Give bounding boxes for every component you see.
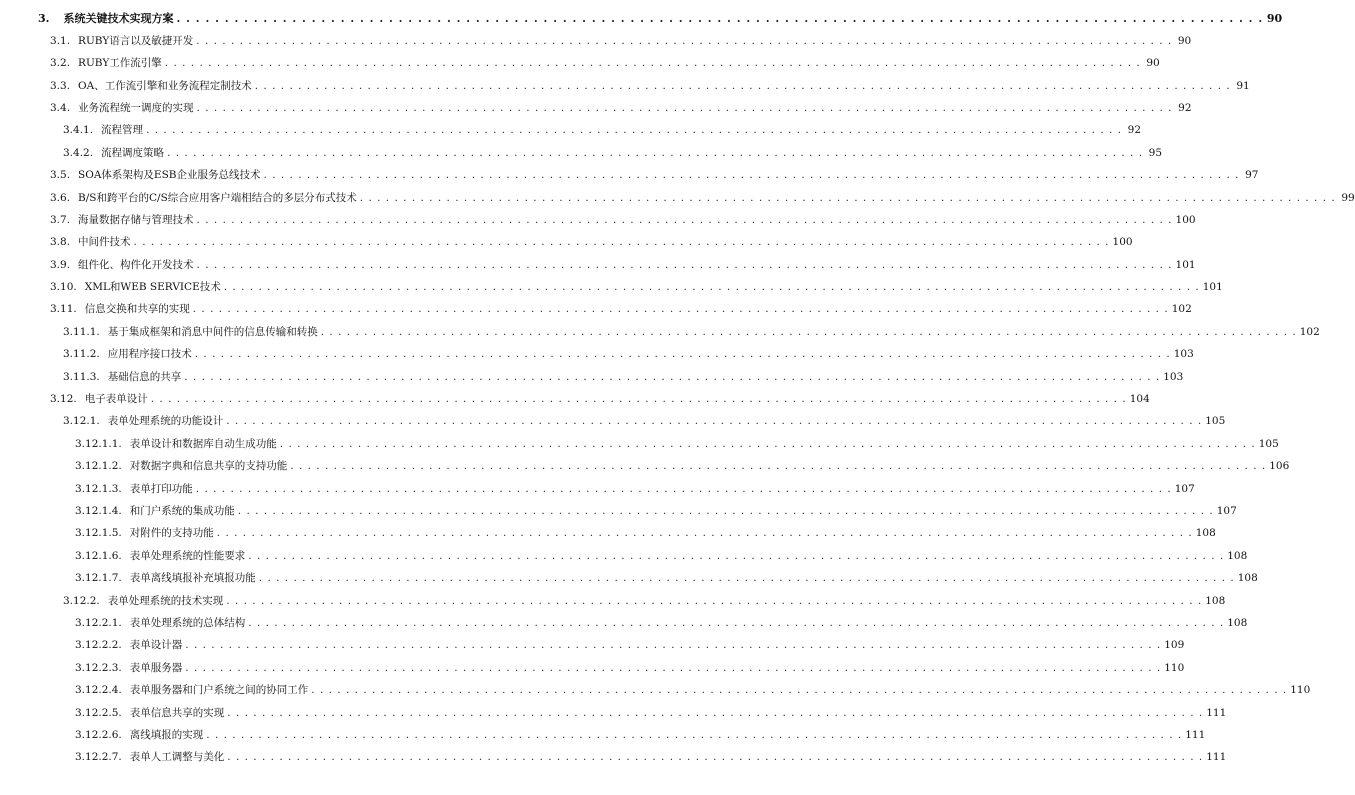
toc-dot-leader xyxy=(290,460,1266,473)
toc-dot-leader xyxy=(206,729,1182,742)
toc-entry[interactable] xyxy=(0,742,1227,764)
toc-entry-title[interactable]: 表单处理系统的技术实现 xyxy=(107,594,224,607)
toc-entry[interactable] xyxy=(0,496,1237,518)
toc-entry-title[interactable]: 海量数据存储与管理技术 xyxy=(78,213,194,226)
toc-entry-title[interactable]: OA、工作流引擎和业务流程定制技术 xyxy=(78,79,252,92)
toc-entry-title[interactable]: 基础信息的共享 xyxy=(107,370,182,383)
toc-dot-leader xyxy=(195,348,1171,361)
toc-entry-number: 3.12.1.3. xyxy=(75,482,122,495)
toc-entry-number: 3.3. xyxy=(50,79,71,92)
toc-entry-page-number: 104 xyxy=(1129,393,1150,406)
toc-entry[interactable] xyxy=(0,451,1290,473)
toc-entry-number: 3.11.3. xyxy=(63,370,100,383)
toc-entry-number: 3.10. xyxy=(50,281,77,294)
toc-entry-page-number: 102 xyxy=(1171,303,1192,316)
toc-entry[interactable] xyxy=(0,384,1150,406)
toc-dot-leader xyxy=(197,102,1173,115)
toc-entry-title[interactable]: 表单打印功能 xyxy=(129,482,193,495)
toc-entry-page-number: 111 xyxy=(1206,751,1227,764)
toc-entry-number: 3.11.1. xyxy=(63,325,100,338)
toc-entry-number: 3.12. xyxy=(50,393,77,406)
toc-dot-leader xyxy=(264,169,1240,182)
toc-entry[interactable] xyxy=(0,205,1196,227)
toc-list xyxy=(0,3,1355,764)
toc-entry-title[interactable]: 系统关键技术实现方案 xyxy=(63,12,174,26)
toc-entry-number: 3.12.1.2. xyxy=(75,460,122,473)
toc-entry-title[interactable]: 组件化、构件化开发技术 xyxy=(78,258,194,271)
toc-entry[interactable] xyxy=(0,160,1259,182)
toc-entry[interactable] xyxy=(0,249,1196,271)
toc-entry-number: 3.12.2.5. xyxy=(75,706,122,719)
toc-entry-title[interactable]: 信息交换和共享的实现 xyxy=(84,303,190,316)
toc-entry-page-number: 108 xyxy=(1237,572,1258,585)
toc-entry-title[interactable]: 流程调度策略 xyxy=(101,146,165,159)
toc-entry[interactable] xyxy=(0,406,1226,428)
toc-entry-page-number: 101 xyxy=(1202,281,1223,294)
toc-entry-title[interactable]: 和门户系统的集成功能 xyxy=(129,504,235,517)
toc-dot-leader xyxy=(226,595,1202,608)
toc-entry-number: 3.12.1. xyxy=(63,415,100,428)
toc-dot-leader xyxy=(311,684,1287,697)
toc-dot-leader xyxy=(146,124,1122,137)
toc-entry-page-number: 108 xyxy=(1227,616,1248,629)
toc-entry-number: 3.8. xyxy=(50,236,71,249)
toc-entry-page-number: 90 xyxy=(1266,12,1283,26)
toc-entry-number: 3.12.2. xyxy=(63,594,100,607)
toc-entry-title[interactable]: 表单服务器和门户系统之间的协同工作 xyxy=(129,684,309,697)
toc-entry-title[interactable]: 表单处理系统的总体结构 xyxy=(129,616,246,629)
toc-entry-page-number: 100 xyxy=(1175,213,1196,226)
toc-entry[interactable] xyxy=(0,272,1223,294)
toc-dot-leader xyxy=(134,236,1110,249)
toc-entry-number: 3.12.2.4. xyxy=(75,684,122,697)
toc-entry-page-number: 105 xyxy=(1258,437,1279,450)
toc-entry-page-number: 108 xyxy=(1195,527,1216,540)
toc-entry-page-number: 110 xyxy=(1164,661,1185,674)
toc-entry[interactable] xyxy=(0,93,1192,115)
toc-entry-number: 3.12.2.6. xyxy=(75,728,122,741)
toc-entry-title[interactable]: 流程管理 xyxy=(101,124,144,137)
toc-entry[interactable] xyxy=(0,473,1195,495)
toc-dot-leader xyxy=(321,326,1297,339)
toc-entry-page-number: 90 xyxy=(1177,34,1192,47)
toc-entry-number: 3.12.1.5. xyxy=(75,527,122,540)
toc-dot-leader xyxy=(248,550,1224,563)
toc-entry-number: 3.4.2. xyxy=(63,146,94,159)
toc-entry[interactable] xyxy=(0,652,1185,674)
toc-entry-title[interactable]: 应用程序接口技术 xyxy=(107,348,192,361)
toc-entry-title[interactable]: SOA体系架构及ESB企业服务总线技术 xyxy=(78,169,261,182)
toc-entry-page-number: 90 xyxy=(1146,57,1160,70)
toc-entry-number: 3.12.2.2. xyxy=(75,639,122,652)
toc-entry[interactable] xyxy=(0,115,1142,137)
toc-entry[interactable] xyxy=(0,137,1163,159)
toc-dot-leader xyxy=(185,639,1161,652)
toc-entry[interactable] xyxy=(0,182,1355,204)
toc-entry-page-number: 108 xyxy=(1227,549,1248,562)
toc-dot-leader xyxy=(227,707,1203,720)
toc-entry-title[interactable]: RUBY语言以及敏捷开发 xyxy=(78,34,194,47)
toc-entry[interactable] xyxy=(0,294,1192,316)
toc-entry-title[interactable]: 表单服务器 xyxy=(129,661,183,674)
toc-dot-leader xyxy=(280,438,1256,451)
toc-entry[interactable] xyxy=(0,608,1248,630)
toc-entry-title[interactable]: 离线填报的实现 xyxy=(129,728,204,741)
toc-dot-leader xyxy=(196,483,1172,496)
toc-entry-page-number: 99 xyxy=(1341,191,1355,204)
toc-entry-title[interactable]: 表单处理系统的功能设计 xyxy=(107,415,224,428)
toc-dot-leader xyxy=(248,617,1224,630)
toc-dot-leader xyxy=(185,662,1161,675)
toc-entry[interactable] xyxy=(0,316,1320,338)
toc-entry-page-number: 105 xyxy=(1205,415,1226,428)
toc-entry[interactable] xyxy=(0,339,1194,361)
toc-entry-page-number: 102 xyxy=(1299,325,1320,338)
toc-entry-number: 3.1. xyxy=(50,34,71,47)
toc-entry[interactable] xyxy=(0,563,1258,585)
toc-entry-page-number: 110 xyxy=(1290,684,1311,697)
toc-dot-leader xyxy=(259,572,1235,585)
toc-entry-page-number: 107 xyxy=(1216,504,1237,517)
toc-entry-number: 3.12.1.6. xyxy=(75,549,122,562)
toc-entry-number: 3.4. xyxy=(50,101,71,114)
toc-entry-number: 3.6. xyxy=(50,191,71,204)
toc-entry[interactable] xyxy=(0,70,1250,92)
toc-entry-page-number: 91 xyxy=(1236,79,1250,92)
toc-entry[interactable] xyxy=(0,3,1283,26)
toc-entry-number: 3.12.1.1. xyxy=(75,437,122,450)
toc-entry-page-number: 95 xyxy=(1148,146,1163,159)
toc-entry-title[interactable]: 表单设计和数据库自动生成功能 xyxy=(129,437,277,450)
toc-entry-title[interactable]: 表单处理系统的性能要求 xyxy=(129,549,246,562)
toc-dot-leader xyxy=(184,371,1160,384)
toc-entry-title[interactable]: 对附件的支持功能 xyxy=(129,527,214,540)
toc-entry-number: 3.11.2. xyxy=(63,348,100,361)
toc-entry-page-number: 103 xyxy=(1163,370,1184,383)
toc-entry-number: 3.12.2.7. xyxy=(75,751,122,764)
toc-entry-page-number: 100 xyxy=(1112,236,1133,249)
toc-entry-page-number: 92 xyxy=(1178,101,1192,114)
toc-dot-leader xyxy=(360,192,1336,205)
toc-entry-number: 3.5. xyxy=(50,169,71,182)
toc-entry-number: 3.12.2.1. xyxy=(75,616,122,629)
toc-entry[interactable] xyxy=(0,675,1311,697)
toc-dot-leader xyxy=(217,527,1193,540)
toc-entry-number: 3.12.2.3. xyxy=(75,661,122,674)
toc-entry-number: 3.2. xyxy=(50,57,71,70)
toc-entry-title[interactable]: 表单设计器 xyxy=(129,639,183,652)
toc-entry-number: 3.9. xyxy=(50,258,71,271)
toc-entry-title[interactable]: 表单人工调整与美化 xyxy=(129,751,225,764)
toc-entry[interactable] xyxy=(0,227,1133,249)
toc-dot-leader xyxy=(196,35,1172,48)
toc-entry-title[interactable]: 对数据字典和信息共享的支持功能 xyxy=(129,460,288,473)
toc-entry-number: 3.12.1.4. xyxy=(75,504,122,517)
toc-entry-page-number: 97 xyxy=(1245,169,1259,182)
toc-entry[interactable] xyxy=(0,25,1192,47)
toc-entry-number: 3.7. xyxy=(50,213,71,226)
toc-entry-page-number: 101 xyxy=(1175,258,1196,271)
toc-dot-leader xyxy=(176,12,1263,25)
toc-entry[interactable] xyxy=(0,428,1279,450)
toc-entry-number: 3.4.1. xyxy=(63,124,94,137)
toc-entry-page-number: 109 xyxy=(1164,639,1185,652)
toc-dot-leader xyxy=(255,80,1231,93)
toc-entry-page-number: 92 xyxy=(1127,124,1142,137)
toc-dot-leader xyxy=(238,505,1214,518)
toc-entry-page-number: 111 xyxy=(1206,706,1227,719)
toc-dot-leader xyxy=(197,259,1173,272)
toc-entry[interactable] xyxy=(0,585,1226,607)
toc-dot-leader xyxy=(151,393,1127,406)
toc-entry-title[interactable]: RUBY工作流引擎 xyxy=(78,57,162,70)
toc-dot-leader xyxy=(167,147,1143,160)
toc-entry[interactable] xyxy=(0,697,1227,719)
toc-entry-title[interactable]: 表单离线填报补充填报功能 xyxy=(129,572,256,585)
toc-dot-leader xyxy=(193,303,1169,316)
toc-entry-title[interactable]: B/S和跨平台的C/S综合应用客户端相结合的多层分布式技术 xyxy=(78,191,357,204)
toc-entry-page-number: 107 xyxy=(1174,482,1195,495)
toc-entry[interactable] xyxy=(0,518,1216,540)
toc-entry-title[interactable]: 电子表单设计 xyxy=(84,393,148,406)
toc-entry-page-number: 103 xyxy=(1173,348,1194,361)
toc-entry-title[interactable]: 中间件技术 xyxy=(78,236,131,249)
toc-entry-title[interactable]: XML和WEB SERVICE技术 xyxy=(84,281,221,294)
toc-entry[interactable] xyxy=(0,540,1248,562)
toc-entry-number: 3.12.1.7. xyxy=(75,572,122,585)
toc-entry[interactable] xyxy=(0,361,1184,383)
toc-entry[interactable] xyxy=(0,48,1160,70)
toc-dot-leader xyxy=(224,281,1200,294)
toc-entry-page-number: 111 xyxy=(1185,728,1206,741)
toc-dot-leader xyxy=(165,57,1141,70)
toc-entry-number: 3. xyxy=(38,12,50,26)
toc-entry-title[interactable]: 表单信息共享的实现 xyxy=(129,706,225,719)
toc-entry-page-number: 106 xyxy=(1269,460,1290,473)
toc-entry-number: 3.11. xyxy=(50,303,77,316)
toc-entry-title[interactable]: 业务流程统一调度的实现 xyxy=(78,101,194,114)
toc-dot-leader xyxy=(227,751,1203,764)
toc-entry[interactable] xyxy=(0,630,1185,652)
toc-entry-page-number: 108 xyxy=(1205,594,1226,607)
toc-dot-leader xyxy=(197,214,1173,227)
toc-entry[interactable] xyxy=(0,720,1206,742)
toc-dot-leader xyxy=(226,415,1202,428)
toc-entry-title[interactable]: 基于集成框架和消息中间件的信息传输和转换 xyxy=(107,325,318,338)
